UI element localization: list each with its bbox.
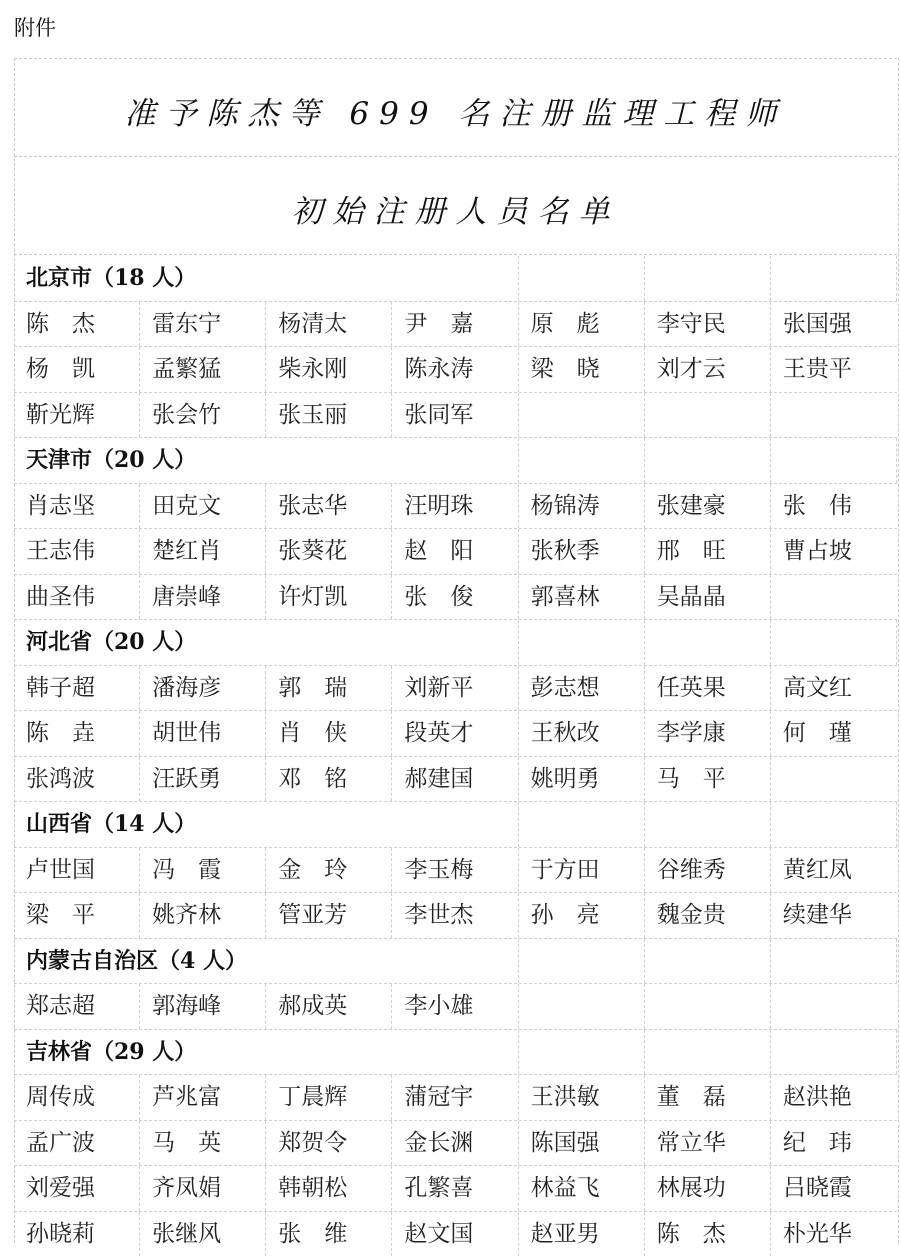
person-name: 孟繁猛 [140,347,266,392]
province-header-row [14,1030,897,1076]
table-row [14,1075,897,1121]
person-name: 黄红凤 [771,848,897,893]
person-name: 孟广波 [14,1121,140,1166]
person-name: 郭海峰 [140,984,266,1029]
person-name: 楚红肖 [140,529,266,574]
person-name: 郑志超 [14,984,140,1029]
person-name: 段英才 [392,711,518,756]
person-name: 于方田 [519,848,645,893]
province-heading: 山西省（14 人） [14,802,392,847]
person-name: 管亚芳 [266,893,392,938]
table-row [14,1121,897,1167]
table-row [14,347,897,393]
person-name: 韩朝松 [266,1166,392,1211]
person-name: 马 平 [645,757,771,802]
person-name: 梁 平 [14,893,140,938]
person-name: 张志华 [266,484,392,529]
empty-cell [645,1030,771,1075]
person-name: 雷东宁 [140,302,266,347]
person-name: 金 玲 [266,848,392,893]
name-table [14,256,897,1256]
empty-cell [392,1030,518,1075]
divider [14,58,897,59]
table-row [14,529,897,575]
table-row [14,984,897,1030]
person-name: 张 俊 [392,575,518,620]
person-name: 谷维秀 [645,848,771,893]
person-name: 靳光辉 [14,393,140,438]
table-row [14,393,897,439]
person-name: 张国强 [771,302,897,347]
person-name: 汪明珠 [392,484,518,529]
empty-cell [392,939,518,984]
empty-cell [645,256,771,301]
empty-cell [645,984,771,1029]
person-name: 张 伟 [771,484,897,529]
person-name: 孙晓莉 [14,1212,140,1256]
person-name: 高文红 [771,666,897,711]
person-name: 杨 凯 [14,347,140,392]
person-name: 王洪敏 [519,1075,645,1120]
empty-cell [771,438,897,483]
person-name: 张鸿波 [14,757,140,802]
person-name: 汪跃勇 [140,757,266,802]
province-heading: 天津市（20 人） [14,438,392,483]
person-name: 吕晓霞 [771,1166,897,1211]
person-name: 许灯凯 [266,575,392,620]
person-name: 韩子超 [14,666,140,711]
empty-cell [771,393,897,438]
person-name: 陈 杰 [14,302,140,347]
person-name: 陈永涛 [392,347,518,392]
empty-cell [645,393,771,438]
person-name: 杨清太 [266,302,392,347]
person-name: 张会竹 [140,393,266,438]
empty-cell [519,802,645,847]
person-name: 常立华 [645,1121,771,1166]
person-name: 周传成 [14,1075,140,1120]
person-name: 张秋季 [519,529,645,574]
person-name: 郝成英 [266,984,392,1029]
person-name: 王贵平 [771,347,897,392]
empty-cell [392,256,518,301]
person-name: 李小雄 [392,984,518,1029]
province-header-row [14,256,897,302]
person-name: 张 维 [266,1212,392,1256]
person-name: 朴光华 [771,1212,897,1256]
person-name: 续建华 [771,893,897,938]
person-name: 陈国强 [519,1121,645,1166]
person-name: 李学康 [645,711,771,756]
person-name: 曲圣伟 [14,575,140,620]
person-name: 陈 垚 [14,711,140,756]
person-name: 赵 阳 [392,529,518,574]
divider [14,156,897,157]
table-row [14,893,897,939]
person-name: 梁 晓 [519,347,645,392]
person-name: 芦兆富 [140,1075,266,1120]
person-name: 曹占坡 [771,529,897,574]
empty-cell [519,438,645,483]
table-row [14,575,897,621]
person-name: 邢 旺 [645,529,771,574]
empty-cell [519,1030,645,1075]
table-row [14,302,897,348]
empty-cell [771,939,897,984]
person-name: 刘才云 [645,347,771,392]
empty-cell [771,1030,897,1075]
person-name: 纪 玮 [771,1121,897,1166]
person-name: 张玉丽 [266,393,392,438]
person-name: 张继风 [140,1212,266,1256]
province-heading: 河北省（20 人） [14,620,392,665]
table-row [14,666,897,712]
person-name: 赵文国 [392,1212,518,1256]
table-row [14,1212,897,1256]
person-name: 林益飞 [519,1166,645,1211]
person-name: 孙 亮 [519,893,645,938]
person-name: 张同军 [392,393,518,438]
person-name: 蒲冠宇 [392,1075,518,1120]
province-header-row [14,438,897,484]
attachment-label: 附件 [14,12,56,42]
person-name: 董 磊 [645,1075,771,1120]
person-name: 郭 瑞 [266,666,392,711]
person-name: 郑贺令 [266,1121,392,1166]
person-name: 尹 嘉 [392,302,518,347]
person-name: 李世杰 [392,893,518,938]
person-name: 张葵花 [266,529,392,574]
title-line-2: 初始注册人员名单 [14,186,897,231]
empty-cell [771,757,897,802]
empty-cell [392,802,518,847]
person-name: 肖志坚 [14,484,140,529]
divider [14,254,897,255]
person-name: 丁晨辉 [266,1075,392,1120]
person-name: 张建豪 [645,484,771,529]
person-name: 郝建国 [392,757,518,802]
person-name: 胡世伟 [140,711,266,756]
empty-cell [771,984,897,1029]
province-header-row [14,802,897,848]
person-name: 何 瑾 [771,711,897,756]
empty-cell [519,393,645,438]
empty-cell [392,438,518,483]
empty-cell [645,620,771,665]
table-row [14,484,897,530]
empty-cell [645,438,771,483]
person-name: 姚明勇 [519,757,645,802]
province-heading: 吉林省（29 人） [14,1030,392,1075]
person-name: 原 彪 [519,302,645,347]
table-row [14,1166,897,1212]
table-row [14,711,897,757]
empty-cell [645,939,771,984]
person-name: 卢世国 [14,848,140,893]
person-name: 孔繁喜 [392,1166,518,1211]
person-name: 王秋改 [519,711,645,756]
person-name: 林展功 [645,1166,771,1211]
empty-cell [519,939,645,984]
person-name: 肖 侠 [266,711,392,756]
person-name: 李玉梅 [392,848,518,893]
person-name: 冯 霞 [140,848,266,893]
empty-cell [519,620,645,665]
person-name: 马 英 [140,1121,266,1166]
table-row [14,757,897,803]
person-name: 赵亚男 [519,1212,645,1256]
empty-cell [645,802,771,847]
empty-cell [519,256,645,301]
person-name: 李守民 [645,302,771,347]
empty-cell [771,256,897,301]
empty-cell [771,575,897,620]
person-name: 唐崇峰 [140,575,266,620]
person-name: 魏金贵 [645,893,771,938]
person-name: 金长渊 [392,1121,518,1166]
person-name: 柴永刚 [266,347,392,392]
person-name: 刘新平 [392,666,518,711]
province-heading: 北京市（18 人） [14,256,392,301]
person-name: 田克文 [140,484,266,529]
person-name: 陈 杰 [645,1212,771,1256]
empty-cell [392,620,518,665]
person-name: 赵洪艳 [771,1075,897,1120]
person-name: 邓 铭 [266,757,392,802]
province-heading: 内蒙古自治区（4 人） [14,939,392,984]
person-name: 姚齐林 [140,893,266,938]
person-name: 潘海彦 [140,666,266,711]
person-name: 彭志想 [519,666,645,711]
empty-cell [771,620,897,665]
person-name: 吴晶晶 [645,575,771,620]
province-header-row [14,620,897,666]
person-name: 任英果 [645,666,771,711]
table-row [14,848,897,894]
person-name: 刘爱强 [14,1166,140,1211]
empty-cell [519,984,645,1029]
person-name: 齐凤娟 [140,1166,266,1211]
empty-cell [771,802,897,847]
person-name: 王志伟 [14,529,140,574]
person-name: 杨锦涛 [519,484,645,529]
province-header-row [14,939,897,985]
title-line-1: 准予陈杰等 699 名注册监理工程师 [14,88,897,133]
person-name: 郭喜林 [519,575,645,620]
